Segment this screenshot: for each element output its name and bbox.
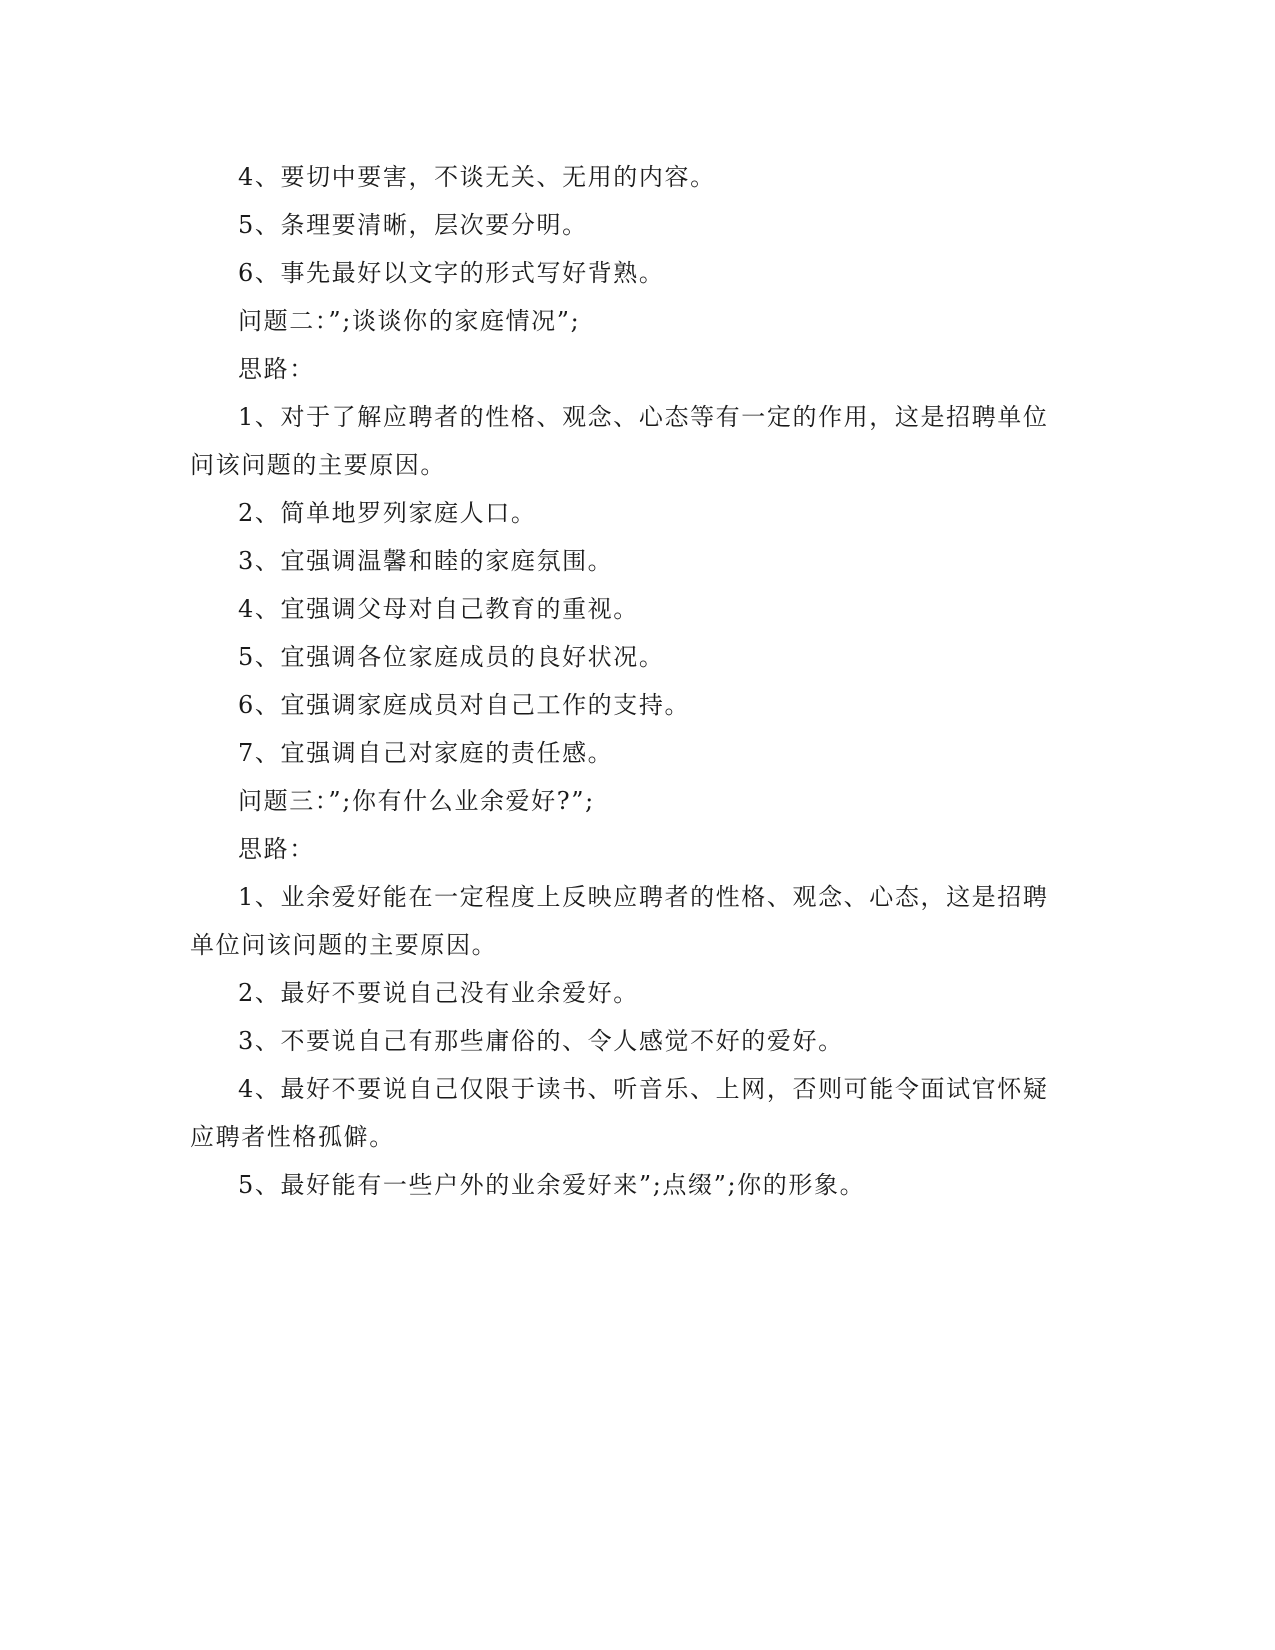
question-heading: 问题二：”;谈谈你的家庭情况”; <box>238 307 581 335</box>
document-body <box>190 153 1070 1209</box>
list-item: 5、宜强调各位家庭成员的良好状况。 <box>238 643 665 671</box>
list-item: 6、事先最好以文字的形式写好背熟。 <box>238 259 665 287</box>
list-item: 7、宜强调自己对家庭的责任感。 <box>238 739 614 767</box>
list-item: 1、对于了解应聘者的性格、观念、心态等有一定的作用，这是招聘单位问该问题的主要原因。 <box>190 403 1049 479</box>
list-item: 4、要切中要害，不谈无关、无用的内容。 <box>238 163 716 191</box>
list-item: 5、条理要清晰，层次要分明。 <box>238 211 588 239</box>
approach-label: 思路： <box>238 835 315 863</box>
list-item: 1、业余爱好能在一定程度上反映应聘者的性格、观念、心态，这是招聘单位问该问题的主要原因。 <box>190 883 1049 959</box>
list-item: 3、不要说自己有那些庸俗的、令人感觉不好的爱好。 <box>238 1027 844 1055</box>
approach-label: 思路： <box>238 355 315 383</box>
list-item: 5、最好能有一些户外的业余爱好来”;点缀”;你的形象。 <box>238 1171 866 1199</box>
list-item: 4、最好不要说自己仅限于读书、听音乐、上网，否则可能令面试官怀疑应聘者性格孤僻。 <box>190 1075 1049 1151</box>
list-item: 3、宜强调温馨和睦的家庭氛围。 <box>238 547 614 575</box>
list-item: 4、宜强调父母对自己教育的重视。 <box>238 595 639 623</box>
list-item: 2、简单地罗列家庭人口。 <box>238 499 537 527</box>
list-item: 6、宜强调家庭成员对自己工作的支持。 <box>238 691 691 719</box>
question-heading: 问题三：”;你有什么业余爱好?”; <box>238 787 595 815</box>
list-item: 2、最好不要说自己没有业余爱好。 <box>238 979 639 1007</box>
